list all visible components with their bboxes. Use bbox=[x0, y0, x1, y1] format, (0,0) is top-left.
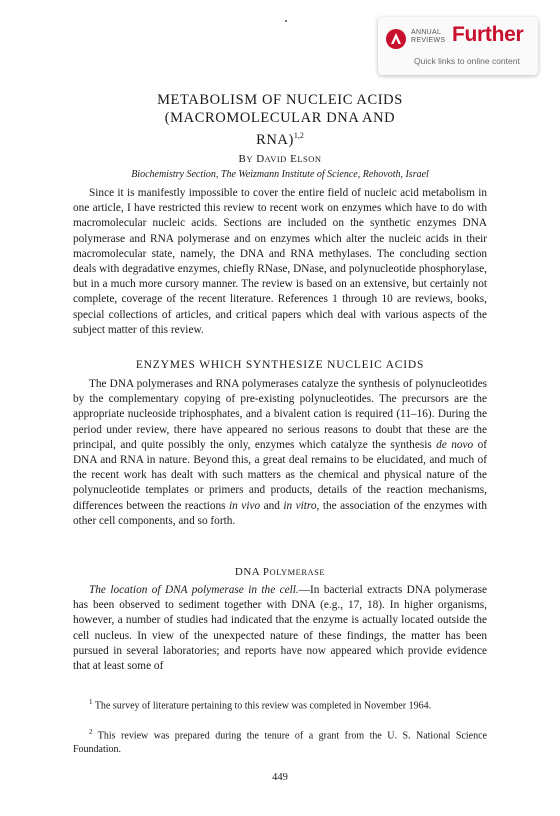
subheading-first: DNA P bbox=[234, 566, 270, 578]
author-by-initial: B bbox=[238, 153, 247, 165]
affiliation: Biochemistry Section, The Weizmann Institute of Science, Rehovoth, Israel bbox=[131, 169, 429, 180]
intro-block bbox=[73, 186, 487, 338]
badge-reviews-text: REVIEWS bbox=[411, 37, 446, 44]
author-last-initial: E bbox=[290, 153, 298, 165]
location-block bbox=[73, 583, 487, 674]
badge-further-text[interactable]: Further bbox=[452, 23, 524, 46]
author-first-rest: AVID bbox=[264, 154, 287, 164]
scan-speck bbox=[285, 20, 287, 22]
author-by-rest: Y bbox=[246, 154, 253, 164]
subheading-rest: OLYMERASE bbox=[269, 567, 326, 577]
footnote-2-text: This review was prepared during the tenure of a grant from the U. S. National Science Foundation. bbox=[73, 730, 487, 756]
author-line bbox=[0, 153, 560, 165]
author-first-initial: D bbox=[256, 153, 265, 165]
footnote-2 bbox=[73, 725, 487, 757]
title-line-3-text: RNA) bbox=[256, 131, 294, 148]
section-block bbox=[73, 377, 487, 529]
location-italic-lead: The location of DNA polymerase in the cell. bbox=[89, 584, 299, 596]
in-vitro-italic: in vitro bbox=[283, 499, 317, 512]
intro-paragraph: Since it is manifestly impossible to cover the entire field of nucleic acid metabolism in one article, I have restricted this review to recent work on enzymes which have to do with macromolecular nucleic acids. Sections are included on the synthetic enzymes DNA polymerase and RNA polymerase and on enzymes which alter the nucleic acids in their macromolecular state, namely, the DNA and RNA methylases. The concluding section deals with degradative enzymes, chiefly RNase, DNase, and polynucleotide phosphorylase, but in a much more cursory manner. The review is based on an extensive, but certainly not complete, coverage of the recent literature. References 1 through 10 are reviews, books, special collections of articles, and critical papers which deal with various aspects of the subject matter of this review. bbox=[73, 187, 487, 336]
section-text-3: , the association of the enzymes with other cell components, and so forth. bbox=[73, 499, 487, 527]
in-vivo-italic: in vivo bbox=[229, 499, 261, 512]
section-text-2: of DNA and RNA in nature. Beyond this, a great deal remains to be elucidated, and much of the recent work has dealt with such matters as the chemical and physical nature of the polynucleotide templates or primers and products, details of the reaction mechanisms, differences between the reactions bbox=[73, 438, 487, 512]
location-text: —In bacterial extracts DNA polymerase has been observed to sediment together with DNA (e.g., 17, 18). In higher organisms, however, a number of studies had indicated that the enzyme is actually located outside the cell nucleus. In view of the unexpected nature of these findings, the matter has been pursued in several laboratories; and reports have now appeared which provide evidence that at least some of bbox=[73, 584, 487, 673]
location-paragraph bbox=[73, 583, 487, 674]
title-line-3 bbox=[0, 127, 560, 149]
footnote-1 bbox=[73, 695, 487, 713]
title-line-2: (MACROMOLECULAR DNA AND bbox=[164, 110, 396, 126]
footnote-1-mark: 1 bbox=[89, 698, 93, 706]
further-badge[interactable] bbox=[378, 17, 538, 75]
page-number: 449 bbox=[272, 772, 288, 783]
title-footnote-marks: 1,2 bbox=[293, 131, 304, 140]
section-paragraph bbox=[73, 377, 487, 529]
author-last-rest: LSON bbox=[297, 154, 322, 164]
badge-quick-links-text[interactable]: Quick links to online content bbox=[414, 56, 520, 66]
section-text-1: The DNA polymerases and RNA polymerases catalyze the synthesis of polynucleotides by the complementary copying of pre-existing polynucleotides. The precursors are the appropriate nucleoside triphosphates, and a bivalent cation is required (11–16). During the period under review, there have appeared no serious reasons to doubt that these are the principal, and quite possibly the only, enzymes which catalyze the synthesis bbox=[73, 378, 487, 451]
badge-annual-text: ANNUAL bbox=[411, 29, 442, 36]
footnote-1-text: The survey of literature pertaining to this review was completed in November 1964. bbox=[94, 700, 432, 712]
subsection-heading bbox=[0, 566, 560, 578]
title-line-1: METABOLISM OF NUCLEIC ACIDS bbox=[157, 92, 403, 108]
annual-reviews-logo-icon bbox=[386, 29, 406, 49]
section-heading: ENZYMES WHICH SYNTHESIZE NUCLEIC ACIDS bbox=[135, 359, 425, 371]
footnote-2-mark: 2 bbox=[89, 728, 93, 736]
section-text-and: and bbox=[260, 499, 284, 512]
annual-reviews-wordmark bbox=[411, 29, 445, 45]
de-novo-italic: de novo bbox=[436, 438, 474, 451]
